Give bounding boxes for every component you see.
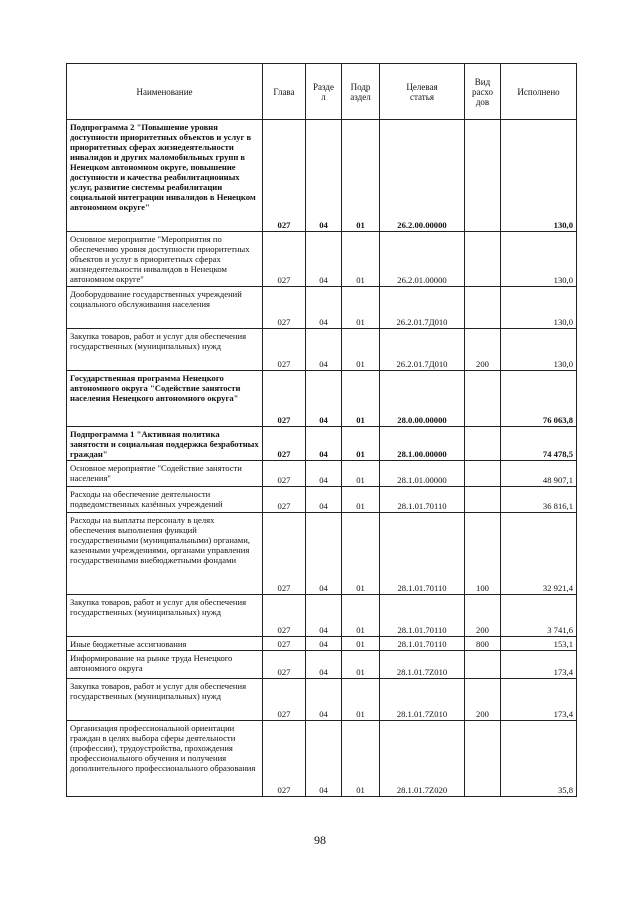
row-executed: 173,4 bbox=[501, 679, 577, 721]
row-expense-type bbox=[465, 427, 501, 461]
row-chapter: 027 bbox=[263, 487, 306, 513]
row-expense-type: 200 bbox=[465, 595, 501, 637]
row-subsection: 01 bbox=[342, 487, 380, 513]
row-chapter: 027 bbox=[263, 461, 306, 487]
row-chapter: 027 bbox=[263, 371, 306, 427]
row-chapter: 027 bbox=[263, 721, 306, 797]
table-row bbox=[67, 371, 577, 427]
header-subsection: Подр аздел bbox=[342, 64, 380, 120]
table-row bbox=[67, 120, 577, 232]
row-name: Расходы на выплаты персоналу в целях обеспечения выполнения функций государственными (муниципальными) органами, казенными учреждениями, органами управления государственными внебюджетными фондами bbox=[67, 513, 263, 595]
row-expense-type bbox=[465, 651, 501, 679]
row-expense-type bbox=[465, 487, 501, 513]
row-target: 28.1.01.70110 bbox=[380, 487, 465, 513]
header-target: Целевая статья bbox=[380, 64, 465, 120]
row-name: Подпрограмма 2 "Повышение уровня доступности приоритетных объектов и услуг в приоритетных сферах жизнедеятельности инвалидов и других маломобильных групп в Ненецком автономном округе, повышение доступности и качества реабилитационных услуг, развитие системы реабилитации социальной интеграции инвалидов в Ненецком автономном округе" bbox=[67, 120, 263, 232]
row-chapter: 027 bbox=[263, 287, 306, 329]
row-section: 04 bbox=[306, 329, 342, 371]
header-chapter: Глава bbox=[263, 64, 306, 120]
row-name: Основное мероприятие "Содействие занятости населения" bbox=[67, 461, 263, 487]
row-expense-type: 200 bbox=[465, 329, 501, 371]
row-chapter: 027 bbox=[263, 427, 306, 461]
row-chapter: 027 bbox=[263, 679, 306, 721]
row-subsection: 01 bbox=[342, 513, 380, 595]
row-chapter: 027 bbox=[263, 651, 306, 679]
row-chapter: 027 bbox=[263, 637, 306, 651]
row-target: 28.1.01.7Z010 bbox=[380, 679, 465, 721]
row-subsection: 01 bbox=[342, 595, 380, 637]
row-name: Закупка товаров, работ и услуг для обеспечения государственных (муниципальных) нужд bbox=[67, 329, 263, 371]
row-section: 04 bbox=[306, 679, 342, 721]
row-executed: 153,1 bbox=[501, 637, 577, 651]
row-expense-type: 800 bbox=[465, 637, 501, 651]
row-target: 26.2.00.00000 bbox=[380, 120, 465, 232]
row-chapter: 027 bbox=[263, 513, 306, 595]
row-section: 04 bbox=[306, 287, 342, 329]
row-subsection: 01 bbox=[342, 721, 380, 797]
row-subsection: 01 bbox=[342, 329, 380, 371]
row-expense-type bbox=[465, 120, 501, 232]
table-row bbox=[67, 721, 577, 797]
row-executed: 48 907,1 bbox=[501, 461, 577, 487]
table-row bbox=[67, 487, 577, 513]
row-subsection: 01 bbox=[342, 287, 380, 329]
row-subsection: 01 bbox=[342, 371, 380, 427]
row-section: 04 bbox=[306, 513, 342, 595]
row-expense-type bbox=[465, 721, 501, 797]
table-row bbox=[67, 513, 577, 595]
row-section: 04 bbox=[306, 371, 342, 427]
row-executed: 130,0 bbox=[501, 120, 577, 232]
row-name: Подпрограмма 1 "Активная политика занятости и социальная поддержка безработных граждан" bbox=[67, 427, 263, 461]
row-subsection: 01 bbox=[342, 637, 380, 651]
table-header-row bbox=[67, 64, 577, 120]
header-expense-type: Вид расхо дов bbox=[465, 64, 501, 120]
table-row bbox=[67, 329, 577, 371]
row-name: Закупка товаров, работ и услуг для обеспечения государственных (муниципальных) нужд bbox=[67, 679, 263, 721]
row-section: 04 bbox=[306, 595, 342, 637]
row-executed: 130,0 bbox=[501, 287, 577, 329]
row-section: 04 bbox=[306, 651, 342, 679]
row-name: Дооборудование государственных учреждений социального обслуживания населения bbox=[67, 287, 263, 329]
row-target: 28.1.01.70110 bbox=[380, 513, 465, 595]
header-executed: Исполнено bbox=[501, 64, 577, 120]
table-row bbox=[67, 287, 577, 329]
row-executed: 173,4 bbox=[501, 651, 577, 679]
header-section: Разде л bbox=[306, 64, 342, 120]
row-subsection: 01 bbox=[342, 232, 380, 287]
table-row bbox=[67, 232, 577, 287]
row-target: 28.1.00.00000 bbox=[380, 427, 465, 461]
row-executed: 32 921,4 bbox=[501, 513, 577, 595]
table-row bbox=[67, 595, 577, 637]
row-expense-type: 100 bbox=[465, 513, 501, 595]
row-target: 28.0.00.00000 bbox=[380, 371, 465, 427]
row-chapter: 027 bbox=[263, 232, 306, 287]
row-subsection: 01 bbox=[342, 427, 380, 461]
header-name: Наименование bbox=[67, 64, 263, 120]
row-section: 04 bbox=[306, 487, 342, 513]
row-target: 28.1.01.00000 bbox=[380, 461, 465, 487]
table-row bbox=[67, 637, 577, 651]
page-number: 98 bbox=[314, 833, 326, 847]
table-body bbox=[67, 120, 577, 797]
table-row bbox=[67, 651, 577, 679]
row-target: 26.2.01.00000 bbox=[380, 232, 465, 287]
row-section: 04 bbox=[306, 120, 342, 232]
row-name: Основное мероприятие "Мероприятия по обеспечению уровня доступности приоритетных объектов и услуг в приоритетных сферах жизнедеятельности инвалидов в Ненецком автономном округе" bbox=[67, 232, 263, 287]
row-subsection: 01 bbox=[342, 120, 380, 232]
row-section: 04 bbox=[306, 721, 342, 797]
table-row bbox=[67, 461, 577, 487]
row-target: 28.1.01.7Z020 bbox=[380, 721, 465, 797]
row-executed: 130,0 bbox=[501, 329, 577, 371]
row-executed: 130,0 bbox=[501, 232, 577, 287]
row-expense-type: 200 bbox=[465, 679, 501, 721]
row-section: 04 bbox=[306, 637, 342, 651]
row-chapter: 027 bbox=[263, 595, 306, 637]
row-name: Организация профессиональной ориентации граждан в целях выбора сферы деятельности (профессии), трудоустройства, прохождения профессионального обучения и получения дополнительного профессионального образования bbox=[67, 721, 263, 797]
row-target: 28.1.01.70110 bbox=[380, 637, 465, 651]
row-chapter: 027 bbox=[263, 329, 306, 371]
row-target: 26.2.01.7Д010 bbox=[380, 287, 465, 329]
row-subsection: 01 bbox=[342, 679, 380, 721]
table-row bbox=[67, 679, 577, 721]
row-section: 04 bbox=[306, 461, 342, 487]
row-expense-type bbox=[465, 461, 501, 487]
row-name: Иные бюджетные ассигнования bbox=[67, 637, 263, 651]
row-name: Закупка товаров, работ и услуг для обеспечения государственных (муниципальных) нужд bbox=[67, 595, 263, 637]
row-executed: 35,8 bbox=[501, 721, 577, 797]
row-executed: 76 063,8 bbox=[501, 371, 577, 427]
row-section: 04 bbox=[306, 427, 342, 461]
budget-table bbox=[66, 63, 577, 797]
row-name: Информирование на рынке труда Ненецкого автономного округа bbox=[67, 651, 263, 679]
row-expense-type bbox=[465, 371, 501, 427]
row-section: 04 bbox=[306, 232, 342, 287]
row-target: 26.2.01.7Д010 bbox=[380, 329, 465, 371]
row-expense-type bbox=[465, 287, 501, 329]
row-executed: 74 478,5 bbox=[501, 427, 577, 461]
row-target: 28.1.01.70110 bbox=[380, 595, 465, 637]
table-row bbox=[67, 427, 577, 461]
row-name: Государственная программа Ненецкого автономного округа "Содействие занятости населения Ненецкого автономного округа" bbox=[67, 371, 263, 427]
row-subsection: 01 bbox=[342, 651, 380, 679]
row-target: 28.1.01.7Z010 bbox=[380, 651, 465, 679]
row-expense-type bbox=[465, 232, 501, 287]
row-executed: 3 741,6 bbox=[501, 595, 577, 637]
row-subsection: 01 bbox=[342, 461, 380, 487]
row-executed: 36 816,1 bbox=[501, 487, 577, 513]
row-name: Расходы на обеспечение деятельности подведомственных казённых учреждений bbox=[67, 487, 263, 513]
row-chapter: 027 bbox=[263, 120, 306, 232]
